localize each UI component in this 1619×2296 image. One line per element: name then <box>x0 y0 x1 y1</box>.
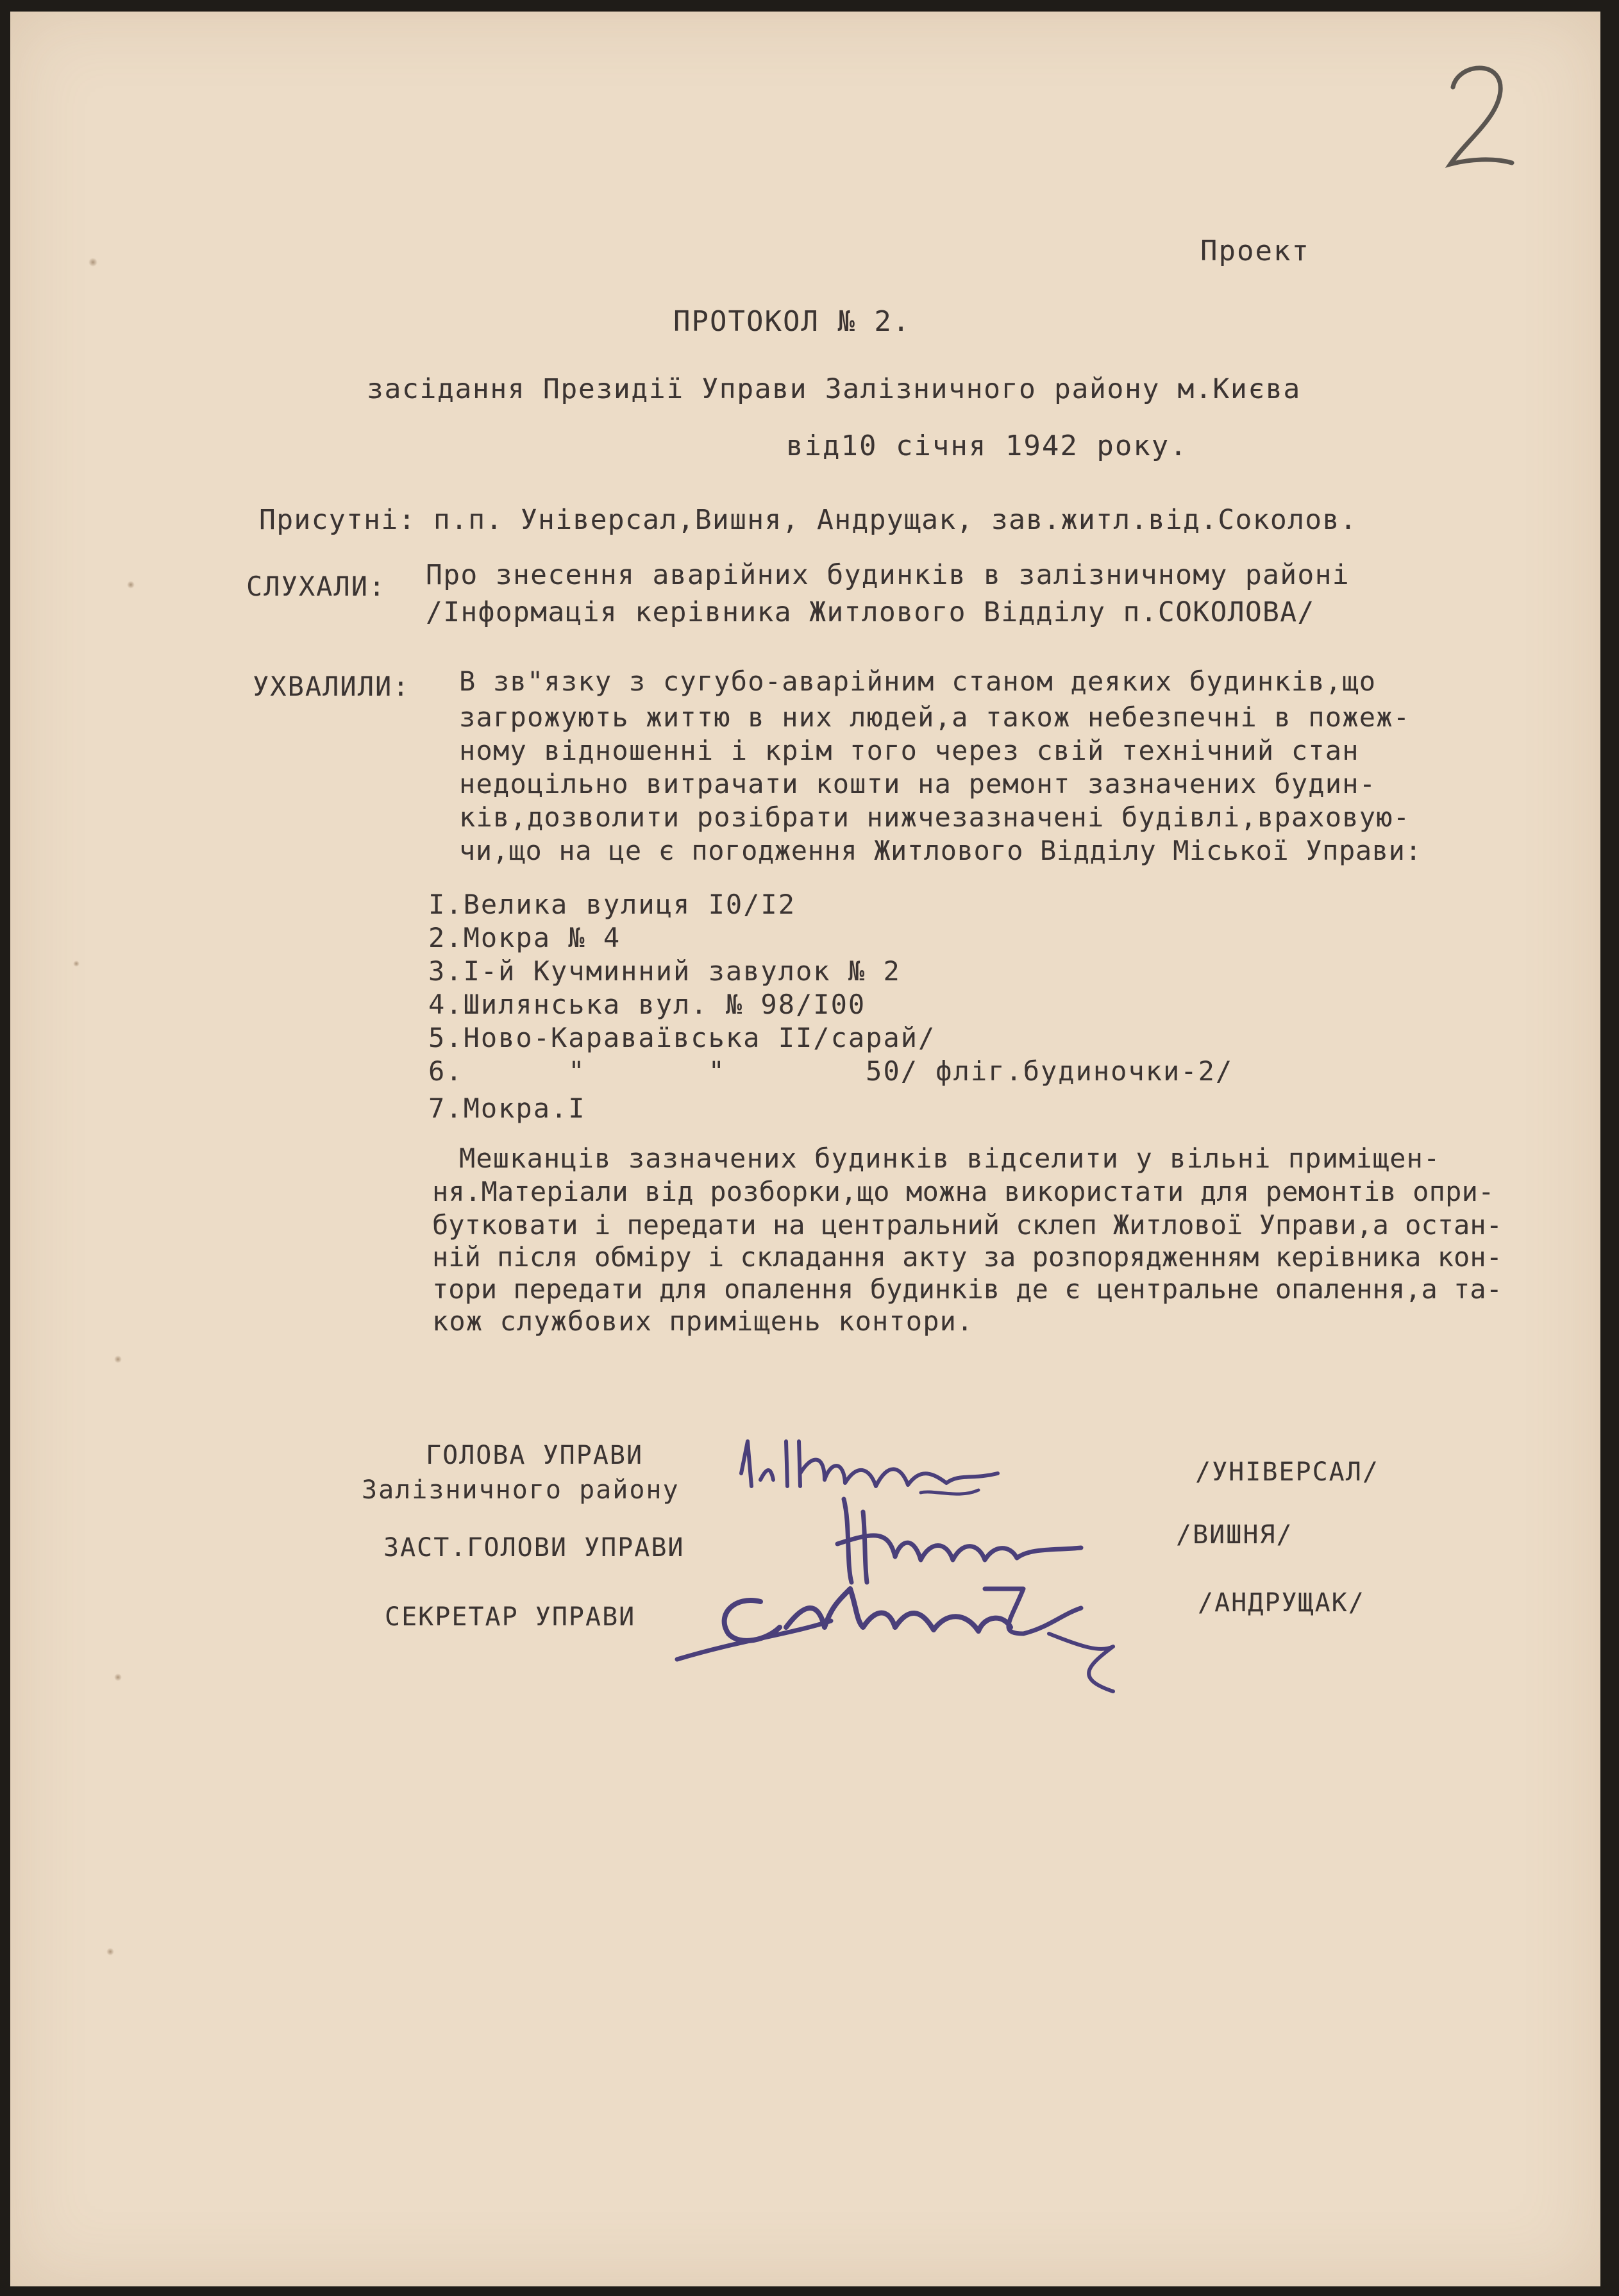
document-sheet <box>10 12 1600 2286</box>
signatory-name: /УНІВЕРСАЛ/ <box>1195 1457 1379 1487</box>
resolved-line: загрожують життю в них людей,а також небезпечні в пожеж- <box>459 701 1411 733</box>
building-item: 3.І-й Кучминний завулок № 2 <box>428 955 901 987</box>
building-item: 4.Шилянська вул. № 98/І00 <box>428 989 866 1020</box>
resolved-label: УХВАЛИЛИ: <box>253 671 410 702</box>
resolved-line: ному відношенні і крім того через свій технічний стан <box>459 735 1359 766</box>
handwritten-page-number <box>1441 56 1518 172</box>
signatory-title: СЕКРЕТАР УПРАВИ <box>385 1602 636 1632</box>
building-item: І.Велика вулиця І0/І2 <box>428 889 796 920</box>
signatory-title: ЗАСТ.ГОЛОВИ УПРАВИ <box>383 1533 685 1563</box>
draft-label: Проект <box>1200 235 1310 267</box>
signatory-name: /ВИШНЯ/ <box>1176 1520 1293 1550</box>
paper-stain <box>114 1673 122 1681</box>
resolved-line: ків,дозволити розібрати нижчезазначені будівлі,враховую- <box>459 801 1411 833</box>
heard-label: СЛУХАЛИ: <box>246 571 387 602</box>
signatory-name: /АНДРУЩАК/ <box>1198 1588 1365 1618</box>
instructions-line: ня.Матеріали від розборки,що можна використати для ремонтів опри- <box>432 1176 1495 1207</box>
signatory-title: Залізничного району <box>362 1475 680 1505</box>
meeting-date: від10 січня 1942 року. <box>786 430 1188 462</box>
instructions-line: Мешканців зазначених будинків відселити у вільні приміщен- <box>459 1143 1441 1174</box>
resolved-line: недоцільно витрачати кошти на ремонт зазначених будин- <box>459 768 1377 800</box>
heard-line: /Інформація керівника Житлового Відділу п.СОКОЛОВА/ <box>426 596 1315 628</box>
building-item: 7.Мокра.І <box>428 1093 586 1124</box>
building-item: 5.Ново-Караваївська ІІ/сарай/ <box>428 1022 936 1053</box>
signature-andrushchak <box>664 1563 1152 1711</box>
resolved-line: чи,що на це є погодження Житлового Відділу Міської Управи: <box>459 835 1422 866</box>
paper-stain <box>106 1948 114 1956</box>
instructions-line: тори передати для опалення будинків де є центральне опалення,а та- <box>432 1273 1502 1305</box>
resolved-line: В зв"язку з сугубо-аварійним станом деяких будинків,що <box>459 666 1377 697</box>
paper-stain <box>73 960 80 967</box>
paper-stain <box>127 581 135 589</box>
heard-line: Про знесення аварійних будинків в залізничному районі <box>426 559 1350 591</box>
building-item: 6. " " 50/ фліг.будиночки-2/ <box>428 1055 1234 1087</box>
instructions-line: бутковати і передати на центральний склеп Житлової Управи,а остан- <box>432 1209 1502 1241</box>
attendees-line: Присутні: п.п. Універсал,Вишня, Андрущак, зав.житл.від.Соколов. <box>259 504 1357 536</box>
building-item: 2.Мокра № 4 <box>428 922 621 953</box>
paper-stain <box>88 258 97 267</box>
instructions-line: ній після обміру і складання акту за розпорядженням керівника кон- <box>432 1241 1502 1273</box>
document-title: ПРОТОКОЛ № 2. <box>673 305 911 338</box>
document-subtitle: засідання Президії Управи Залізничного району м.Києва <box>367 373 1301 405</box>
instructions-line: кож службових приміщень контори. <box>432 1305 974 1337</box>
signatory-title: ГОЛОВА УПРАВИ <box>426 1441 644 1470</box>
paper-stain <box>114 1355 122 1363</box>
